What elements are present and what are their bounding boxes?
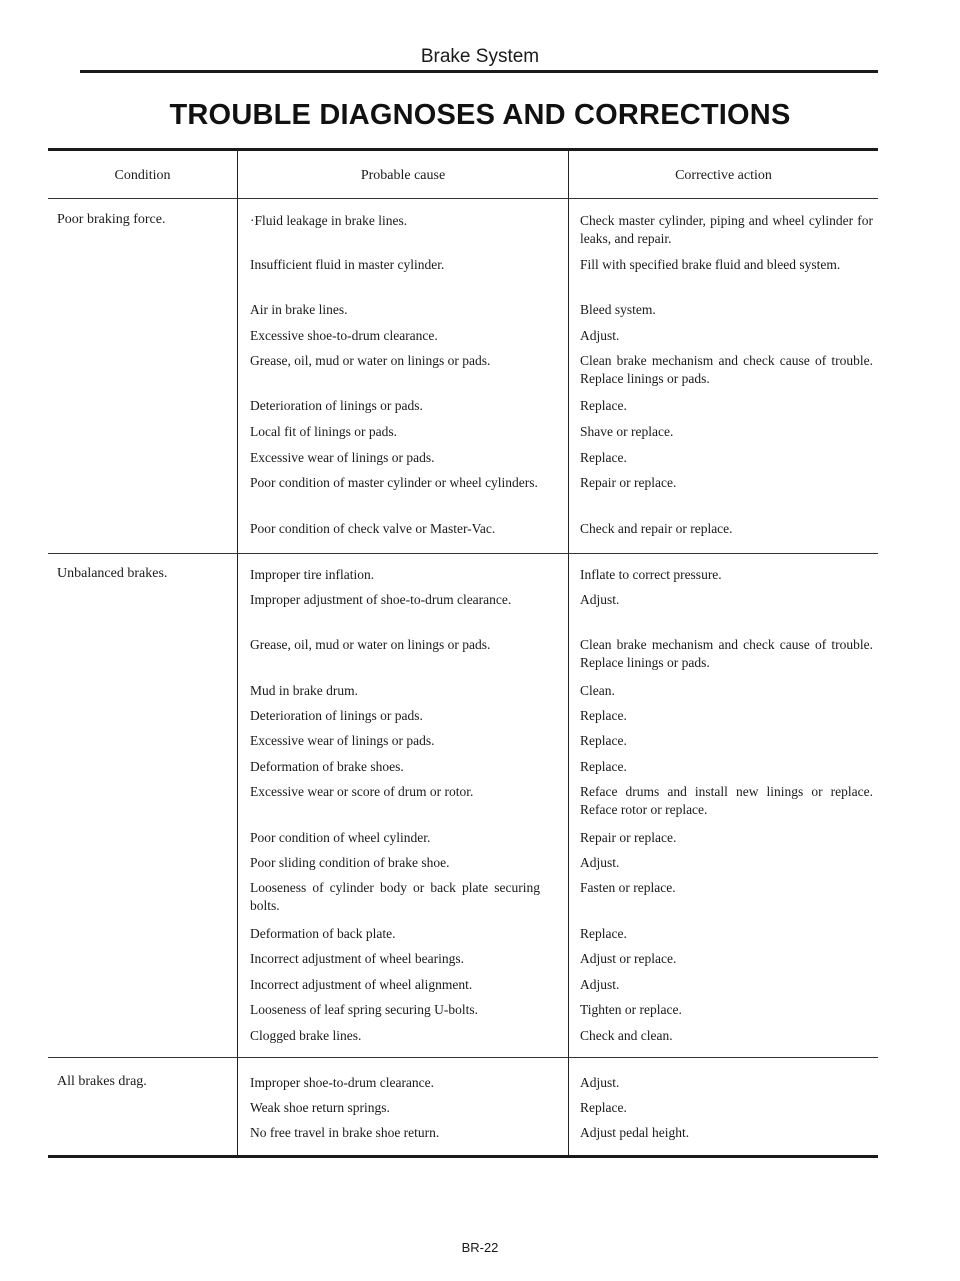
action-text: Replace. [580,1100,627,1115]
running-head: Brake System [420,46,540,67]
column-divider-1 [237,150,238,1155]
cause-text: Poor condition of wheel cylinder. [250,830,431,845]
action-text: Replace. [580,759,627,774]
cause-text: Incorrect adjustment of wheel alignment. [250,977,473,992]
column-divider-2 [568,150,569,1155]
page-title: TROUBLE DIAGNOSES AND CORRECTIONS [169,99,791,131]
action-text: Adjust. [580,977,620,992]
condition-poor-braking: Poor braking force. [57,212,166,227]
action-text: Check and clean. [580,1028,673,1043]
action-text: Fasten or replace. [580,880,676,895]
page-number: BR-22 [461,1240,499,1255]
action-text: Adjust. [580,592,620,607]
cause-text: Deterioration of linings or pads. [250,398,423,413]
cause-text: Insufficient fluid in master cylinder. [250,257,445,272]
cause-text: Local fit of linings or pads. [250,424,397,439]
action-text: Check master cylinder, piping and wheel cylinder for leaks, and repair. [580,213,873,246]
cause-text: Weak shoe return springs. [250,1100,390,1115]
action-text: Clean brake mechanism and check cause of trouble. Replace linings or pads. [580,637,873,670]
cause-text: Grease, oil, mud or water on linings or pads. [250,353,491,368]
group-separator-1 [48,553,878,554]
table-top-rule [48,148,878,151]
action-text: Repair or replace. [580,830,677,845]
action-text: Fill with specified brake fluid and bleed system. [580,257,841,272]
cause-text: No free travel in brake shoe return. [250,1125,440,1140]
condition-all-drag: All brakes drag. [57,1074,147,1089]
group-separator-2 [48,1057,878,1058]
column-header-condition: Condition [114,168,171,183]
cause-text: Poor condition of check valve or Master-Vac. [250,521,496,536]
cause-text: Excessive wear of linings or pads. [250,733,435,748]
cause-text: Improper shoe-to-drum clearance. [250,1075,435,1090]
cause-text: Deformation of back plate. [250,926,396,941]
cause-text: Mud in brake drum. [250,683,358,698]
column-header-action: Corrective action [675,168,772,183]
action-text: Shave or replace. [580,424,674,439]
cause-text: ·Fluid leakage in brake lines. [250,213,408,228]
cause-text: Improper adjustment of shoe-to-drum clearance. [250,592,512,607]
cause-text: Poor condition of master cylinder or wheel cylinders. [250,475,538,490]
cause-text: Air in brake lines. [250,302,348,317]
cause-text: Deterioration of linings or pads. [250,708,423,723]
condition-unbalanced: Unbalanced brakes. [57,566,168,581]
action-text: Replace. [580,708,627,723]
cause-text: Grease, oil, mud or water on linings or pads. [250,637,491,652]
action-text: Check and repair or replace. [580,521,733,536]
action-text: Replace. [580,926,627,941]
action-text: Tighten or replace. [580,1002,682,1017]
action-text: Repair or replace. [580,475,677,490]
action-text: Clean brake mechanism and check cause of trouble. Replace linings or pads. [580,353,873,386]
action-text: Reface drums and install new linings or replace. Reface rotor or replace. [580,784,873,817]
action-text: Replace. [580,450,627,465]
action-text: Replace. [580,733,627,748]
action-text: Replace. [580,398,627,413]
cause-text: Clogged brake lines. [250,1028,362,1043]
action-text: Clean. [580,683,615,698]
cause-text: Excessive wear or score of drum or rotor. [250,784,474,799]
cause-text: Excessive shoe-to-drum clearance. [250,328,438,343]
action-text: Adjust or replace. [580,951,677,966]
cause-text: Incorrect adjustment of wheel bearings. [250,951,465,966]
action-text: Adjust pedal height. [580,1125,690,1140]
header-underline [48,198,878,199]
cause-text: Deformation of brake shoes. [250,759,404,774]
action-text: Adjust. [580,1075,620,1090]
action-text: Adjust. [580,328,620,343]
cause-text: Excessive wear of linings or pads. [250,450,435,465]
action-text: Adjust. [580,855,620,870]
header-rule [80,70,878,73]
table-bottom-rule [48,1155,878,1158]
column-header-cause: Probable cause [360,168,446,183]
action-text: Bleed system. [580,302,656,317]
cause-text: Looseness of cylinder body or back plate securing bolts. [250,880,540,913]
cause-text: Looseness of leaf spring securing U-bolts. [250,1002,478,1017]
cause-text: Improper tire inflation. [250,567,375,582]
action-text: Inflate to correct pressure. [580,567,722,582]
cause-text: Poor sliding condition of brake shoe. [250,855,450,870]
